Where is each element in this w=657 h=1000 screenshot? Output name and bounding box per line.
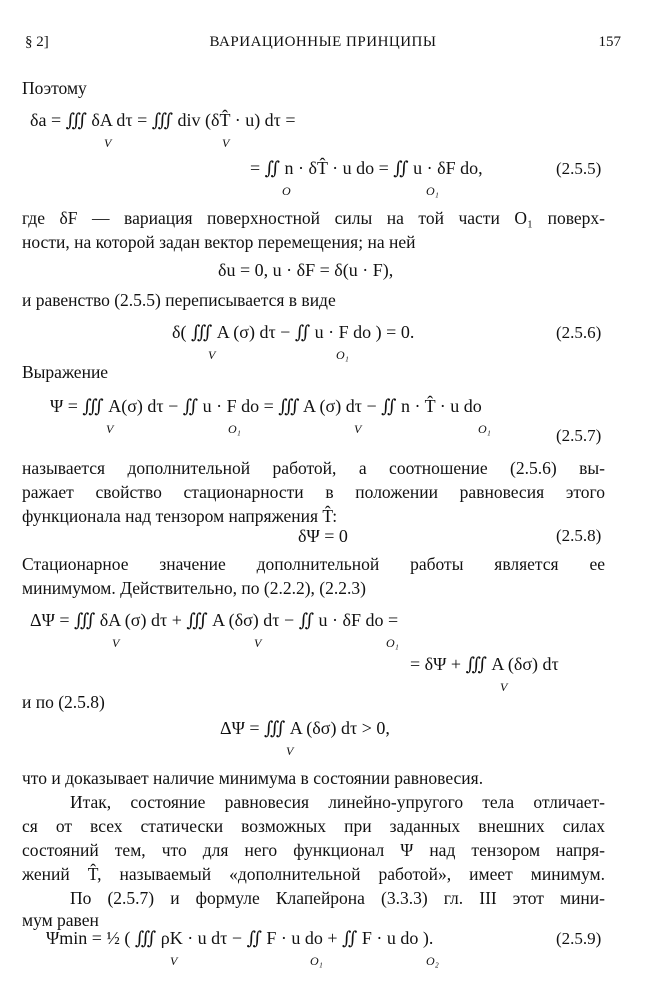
paragraph-line: что и доказывает наличие минимума в состоянии равновесия. xyxy=(22,768,484,788)
domain-label: O₁ xyxy=(228,422,241,436)
domain-label: V xyxy=(112,636,120,650)
equation-positivity: ΔΨ = ∭ A (δσ) dτ > 0, xyxy=(220,718,390,738)
running-title: ВАРИАЦИОННЫЕ ПРИНЦИПЫ xyxy=(209,34,437,50)
domain-label: O xyxy=(282,184,291,198)
section-mark: § 2] xyxy=(25,34,49,50)
paragraph-line: ся от всех статически возможных при заданных внешних силах xyxy=(22,816,605,836)
paragraph-line: ности, на которой задан вектор перемещения; на ней xyxy=(22,232,416,252)
domain-label: O₁ xyxy=(310,954,323,968)
domain-label: V xyxy=(286,744,294,758)
equation-number: (2.5.9) xyxy=(556,929,602,948)
equation-number: (2.5.6) xyxy=(556,323,602,342)
domain-label: O₁ xyxy=(386,636,399,650)
equation-delta-psi-line-2: = δΨ + ∭ A (δσ) dτ xyxy=(410,654,559,674)
paragraph-line: где δF — вариация поверхностной силы на той части O₁ поверх- xyxy=(22,208,605,228)
paragraph-line: ражает свойство стационарности в положении равновесия этого xyxy=(22,482,605,502)
paragraph-line: и по (2.5.8) xyxy=(22,692,105,712)
paragraph-line: Стационарное значение дополнительной работы является ее xyxy=(22,554,605,574)
paragraph-therefore: Поэтому xyxy=(22,78,87,98)
equation-2-5-6: δ( ∭ A (σ) dτ − ∬ u · F do ) = 0. xyxy=(172,322,415,342)
equation-number: (2.5.5) xyxy=(556,159,602,178)
domain-label: V xyxy=(208,348,216,362)
domain-label: V xyxy=(222,136,230,150)
equation-2-5-9: Ψmin = ½ ( ∭ ρK · u dτ − ∬ F · u do + ∬ F · u do ). xyxy=(46,928,434,948)
equation-2-5-5-line-2: = ∬ n · δT̂ · u do = ∬ u · δF do, xyxy=(250,158,483,178)
equation-number: (2.5.7) xyxy=(556,426,602,445)
domain-label: V xyxy=(500,680,508,694)
equation-2-5-8: δΨ = 0 xyxy=(298,526,348,546)
domain-label: V xyxy=(104,136,112,150)
paragraph-line: называется дополнительной работой, а соотношение (2.5.6) вы- xyxy=(22,458,605,478)
paragraph-line: По (2.5.7) и формуле Клапейрона (3.3.3) гл. III этот мини- xyxy=(70,888,605,908)
running-header xyxy=(25,34,621,56)
equation-2-5-5-line-1: δa = ∭ δA dτ = ∭ div (δT̂ · u) dτ = xyxy=(30,110,296,130)
equation-boundary-condition: δu = 0, u · δF = δ(u · F), xyxy=(218,260,394,280)
domain-label: V xyxy=(170,954,178,968)
domain-label: O₂ xyxy=(426,954,439,968)
domain-label: O₁ xyxy=(336,348,349,362)
domain-label: O₁ xyxy=(426,184,439,198)
equation-number: (2.5.8) xyxy=(556,526,602,545)
equation-delta-psi-line-1: ΔΨ = ∭ δA (σ) dτ + ∭ A (δσ) dτ − ∬ u · δF do = xyxy=(30,610,399,630)
paragraph-line: жений T̂, называемый «дополнительной работой», имеет минимум. xyxy=(22,864,605,884)
domain-label: O₁ xyxy=(478,422,491,436)
paragraph-line: состояний тем, что для него функционал Ψ над тензором напря- xyxy=(22,840,605,860)
domain-label: V xyxy=(254,636,262,650)
page-number: 157 xyxy=(598,34,621,50)
paragraph-line: функционала над тензором напряжения T̂: xyxy=(22,506,338,526)
paragraph-line: и равенство (2.5.5) переписывается в виде xyxy=(22,290,336,310)
paragraph-line: мум равен xyxy=(22,910,99,930)
equation-2-5-7: Ψ = ∭ A(σ) dτ − ∬ u · F do = ∭ A (σ) dτ − ∬ n · T̂ · u do xyxy=(50,396,482,416)
paragraph-line: Выражение xyxy=(22,362,109,382)
paragraph-line: минимумом. Действительно, по (2.2.2), (2.2.3) xyxy=(22,578,366,598)
domain-label: V xyxy=(106,422,114,436)
paragraph-line: Итак, состояние равновесия линейно-упругого тела отличает- xyxy=(70,792,605,812)
domain-label: V xyxy=(354,422,362,436)
